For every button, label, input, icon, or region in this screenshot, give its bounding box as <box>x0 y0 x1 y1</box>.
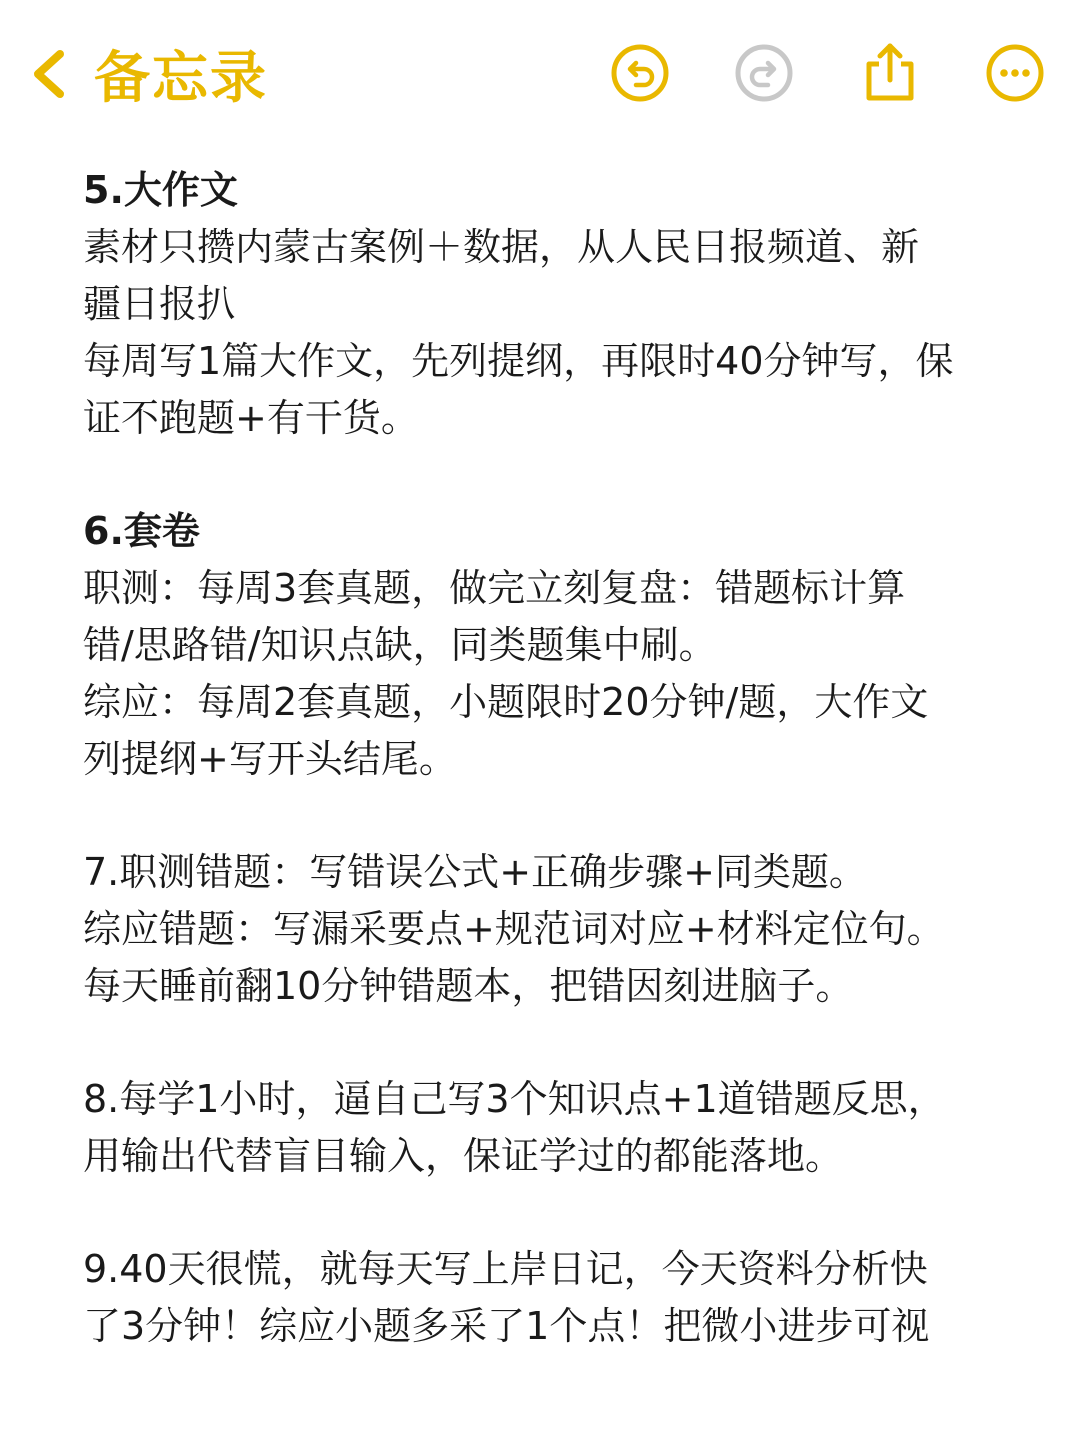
paragraph-gap <box>83 788 1013 844</box>
note-line: 每天睡前翻10分钟错题本，把错因刻进脑子。 <box>83 964 854 1008</box>
note-line: 综应错题：写漏采要点+规范词对应+材料定位句。 <box>83 907 945 951</box>
undo-button[interactable] <box>607 40 673 106</box>
note-line: 9.40天很慌，就每天写上岸日记，今天资料分析快 <box>83 1247 928 1291</box>
note-section-9 <box>83 1241 1013 1355</box>
paragraph-gap <box>83 1015 1013 1071</box>
share-icon <box>859 42 921 104</box>
back-label: 备忘录 <box>94 46 268 111</box>
paragraph-gap <box>83 447 1013 503</box>
share-button[interactable] <box>857 40 923 106</box>
note-line: 用输出代替盲目输入，保证学过的都能落地。 <box>83 1134 844 1178</box>
note-section-7 <box>83 844 1013 1015</box>
chevron-left-icon <box>28 48 68 100</box>
note-line: 了3分钟！综应小题多采了1个点！把微小进步可视 <box>83 1304 930 1348</box>
note-section-6 <box>83 503 1013 788</box>
note-line: 每周写1篇大作文，先列提纲，再限时40分钟写，保 <box>83 339 954 383</box>
note-line: 8.每学1小时，逼自己写3个知识点+1道错题反思， <box>83 1077 946 1121</box>
back-button[interactable] <box>28 38 268 110</box>
note-line: 疆日报扒 <box>83 282 236 326</box>
note-line: 错/思路错/知识点缺，同类题集中刷。 <box>83 623 717 667</box>
ellipsis-icon <box>984 42 1046 104</box>
note-line: 7.职测错题：写错误公式+正确步骤+同类题。 <box>83 850 867 894</box>
navigation-bar <box>0 0 1080 150</box>
section-heading: 5.大作文 <box>83 168 238 212</box>
redo-button[interactable] <box>731 40 797 106</box>
paragraph-gap <box>83 1185 1013 1241</box>
note-section-5 <box>83 162 1013 447</box>
undo-arrow-icon <box>609 42 671 104</box>
note-line: 素材只攒内蒙古案例＋数据，从人民日报频道、新 <box>83 225 920 269</box>
note-section-8 <box>83 1071 1013 1185</box>
more-button[interactable] <box>982 40 1048 106</box>
note-line: 列提纲+写开头结尾。 <box>83 737 457 781</box>
note-line: 证不跑题+有干货。 <box>83 396 419 440</box>
note-line: 综应：每周2套真题，小题限时20分钟/题，大作文 <box>83 680 929 724</box>
note-body[interactable] <box>83 162 1013 1355</box>
redo-arrow-icon <box>733 42 795 104</box>
section-heading: 6.套卷 <box>83 509 200 553</box>
note-line: 职测：每周3套真题，做完立刻复盘：错题标计算 <box>83 566 906 610</box>
